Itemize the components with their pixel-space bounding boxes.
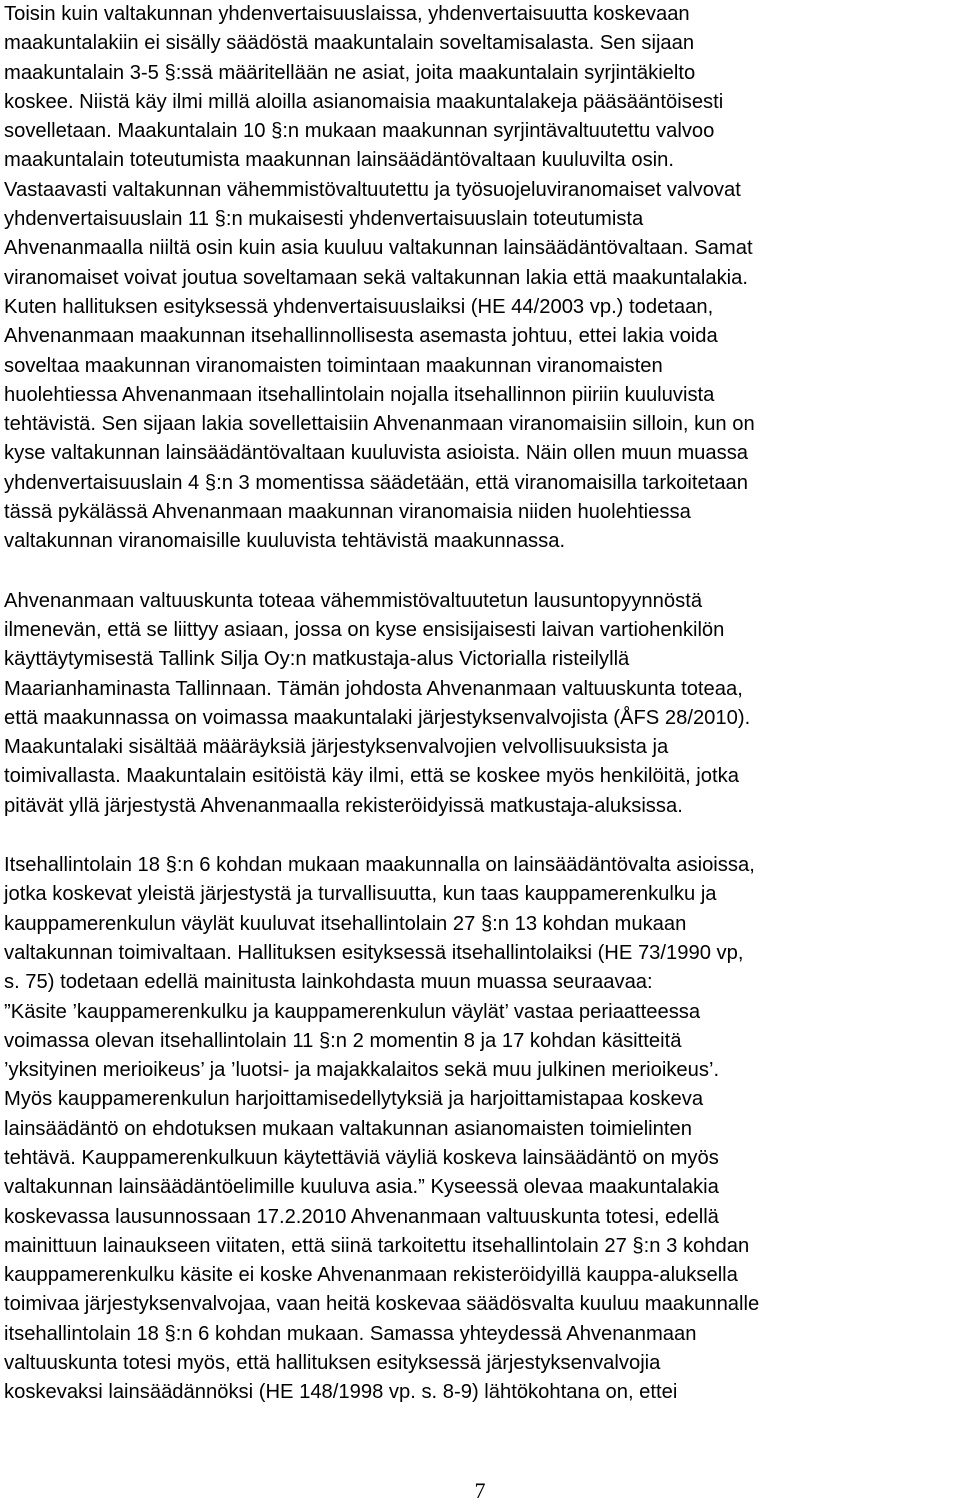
text-line: kauppamerenkulku käsite ei koske Ahvenanmaan rekisteröidyillä kauppa-aluksella <box>4 1264 738 1287</box>
text-line: tässä pykälässä Ahvenanmaan maakunnan viranomaisia niiden huolehtiessa <box>4 501 691 524</box>
text-line: ilmenevän, että se liittyy asiaan, jossa on kyse ensisijaisesti laivan vartiohenkilön <box>4 618 725 641</box>
text-line: kyse valtakunnan lainsäädäntövaltaan kuuluvista asioista. Näin ollen muun muassa <box>4 442 749 465</box>
text-line: sovelletaan. Maakuntalain 10 §:n mukaan maakunnan syrjintävaltuutettu valvoo <box>4 120 715 143</box>
text-line: ’yksityinen merioikeus’ ja ’luotsi- ja majakkalaitos sekä muu julkinen merioikeus’. <box>4 1059 720 1082</box>
text-line: valtuuskunta totesi myös, että hallituksen esityksessä järjestyksenvalvojia <box>4 1352 661 1375</box>
paragraph-1 <box>4 0 960 557</box>
text-line: Maarianhaminasta Tallinnaan. Tämän johdosta Ahvenanmaan valtuuskunta toteaa, <box>4 677 743 700</box>
text-line: että maakunnassa on voimassa maakuntalaki järjestyksenvalvojista (ÅFS 28/2010). <box>4 706 751 729</box>
text-line: tehtävistä. Sen sijaan lakia sovellettaisiin Ahvenanmaan viranomaisiin silloin, kun on <box>4 413 755 436</box>
text-line: ”Käsite ’kauppamerenkulku ja kauppamerenkulun väylät’ vastaa periaatteessa <box>4 1000 701 1023</box>
text-line: koskevassa lausunnossaan 17.2.2010 Ahvenanmaan valtuuskunta totesi, edellä <box>4 1205 719 1228</box>
text-line: Ahvenanmaan valtuuskunta toteaa vähemmistövaltuutetun lausuntopyynnöstä <box>4 589 703 612</box>
text-line: Vastaavasti valtakunnan vähemmistövaltuutettu ja työsuojeluviranomaiset valvovat <box>4 178 741 201</box>
text-line: yhdenvertaisuuslain 4 §:n 3 momentissa säädetään, että viranomaisilla tarkoitetaan <box>4 471 749 494</box>
text-line: maakuntalain toteutumista maakunnan lainsäädäntövaltaan kuuluvilta osin. <box>4 149 674 172</box>
text-line: itsehallintolain 18 §:n 6 kohdan mukaan. Samassa yhteydessä Ahvenanmaan <box>4 1322 697 1345</box>
text-line: yhdenvertaisuuslain 11 §:n mukaisesti yhdenvertaisuuslain toteutumista <box>4 208 644 231</box>
text-line: Ahvenanmaan maakunnan itsehallinnollisesta asemasta johtuu, ettei lakia voida <box>4 325 718 348</box>
text-line: Ahvenanmaalla niiltä osin kuin asia kuuluu valtakunnan lainsäädäntövaltaan. Samat <box>4 237 753 260</box>
text-line: Kuten hallituksen esityksessä yhdenvertaisuuslaiksi (HE 44/2003 vp.) todetaan, <box>4 295 714 318</box>
text-line: s. 75) todetaan edellä mainitusta lainkohdasta muun muassa seuraavaa: <box>4 971 653 994</box>
text-line: tehtävä. Kauppamerenkulkuun käytettäviä väyliä koskeva lainsäädäntö on myös <box>4 1146 719 1169</box>
paragraph-3 <box>4 851 960 1408</box>
text-line: viranomaiset voivat joutua soveltamaan sekä valtakunnan lakia että maakuntalakia. <box>4 266 749 289</box>
text-line: Toisin kuin valtakunnan yhdenvertaisuuslaissa, yhdenvertaisuutta koskevaan <box>4 3 690 25</box>
text-line: koskee. Niistä käy ilmi millä aloilla asianomaisia maakuntalakeja pääsääntöisesti <box>4 90 724 113</box>
text-line: käyttäytymisestä Tallink Silja Oy:n matkustaja-alus Victorialla risteilyllä <box>4 648 630 671</box>
text-line: lainsäädäntö on ehdotuksen mukaan valtakunnan asianomaisten toimielinten <box>4 1117 692 1140</box>
paragraph-spacer <box>4 821 960 851</box>
text-line: koskevaksi lainsäädännöksi (HE 148/1998 vp. s. 8-9) lähtökohtana on, ettei <box>4 1381 678 1404</box>
text-line: huolehtiessa Ahvenanmaan itsehallintolain nojalla itsehallinnon piiriin kuuluvista <box>4 383 715 406</box>
text-line: valtakunnan viranomaisille kuuluvista tehtävistä maakunnassa. <box>4 530 566 553</box>
paragraph-2 <box>4 587 960 821</box>
text-line: jotka koskevat yleistä järjestystä ja turvallisuutta, kun taas kauppamerenkulku ja <box>4 883 717 906</box>
text-line: maakuntalain 3-5 §:ssä määritellään ne asiat, joita maakuntalain syrjintäkielto <box>4 61 696 84</box>
page-number: 7 <box>474 1478 486 1503</box>
text-line: valtakunnan toimivaltaan. Hallituksen esityksessä itsehallintolaiksi (HE 73/1990 vp, <box>4 941 744 964</box>
text-line: Myös kauppamerenkulun harjoittamisedellytyksiä ja harjoittamistapaa koskeva <box>4 1088 704 1111</box>
text-line: toimivaa järjestyksenvalvojaa, vaan heitä koskevaa säädösvalta kuuluu maakunnalle <box>4 1293 760 1316</box>
text-line: soveltaa maakunnan viranomaisten toimintaan maakunnan viranomaisten <box>4 354 663 377</box>
text-line: maakuntalakiin ei sisälly säädöstä maakuntalain soveltamisalasta. Sen sijaan <box>4 32 695 55</box>
text-line: mainittuun lainaukseen viitaten, että siinä tarkoitettu itsehallintolain 27 §:n 3 kohdan <box>4 1234 750 1257</box>
text-line: valtakunnan lainsäädäntöelimille kuuluva asia.” Kyseessä olevaa maakuntalakia <box>4 1176 719 1199</box>
text-line: pitävät yllä järjestystä Ahvenanmaalla rekisteröidyissä matkustaja-aluksissa. <box>4 794 683 817</box>
text-line: toimivallasta. Maakuntalain esitöistä käy ilmi, että se koskee myös henkilöitä, jotka <box>4 765 739 788</box>
text-line: kauppamerenkulun väylät kuuluvat itsehallintolain 27 §:n 13 kohdan mukaan <box>4 912 687 935</box>
text-line: voimassa olevan itsehallintolain 11 §:n 2 momentin 8 ja 17 kohdan käsitteitä <box>4 1029 682 1052</box>
text-line: Itsehallintolain 18 §:n 6 kohdan mukaan maakunnalla on lainsäädäntövalta asioissa, <box>4 854 755 877</box>
document-body <box>4 0 960 1408</box>
paragraph-spacer <box>4 557 960 587</box>
text-line: Maakuntalaki sisältää määräyksiä järjestyksenvalvojien velvollisuuksista ja <box>4 736 669 759</box>
